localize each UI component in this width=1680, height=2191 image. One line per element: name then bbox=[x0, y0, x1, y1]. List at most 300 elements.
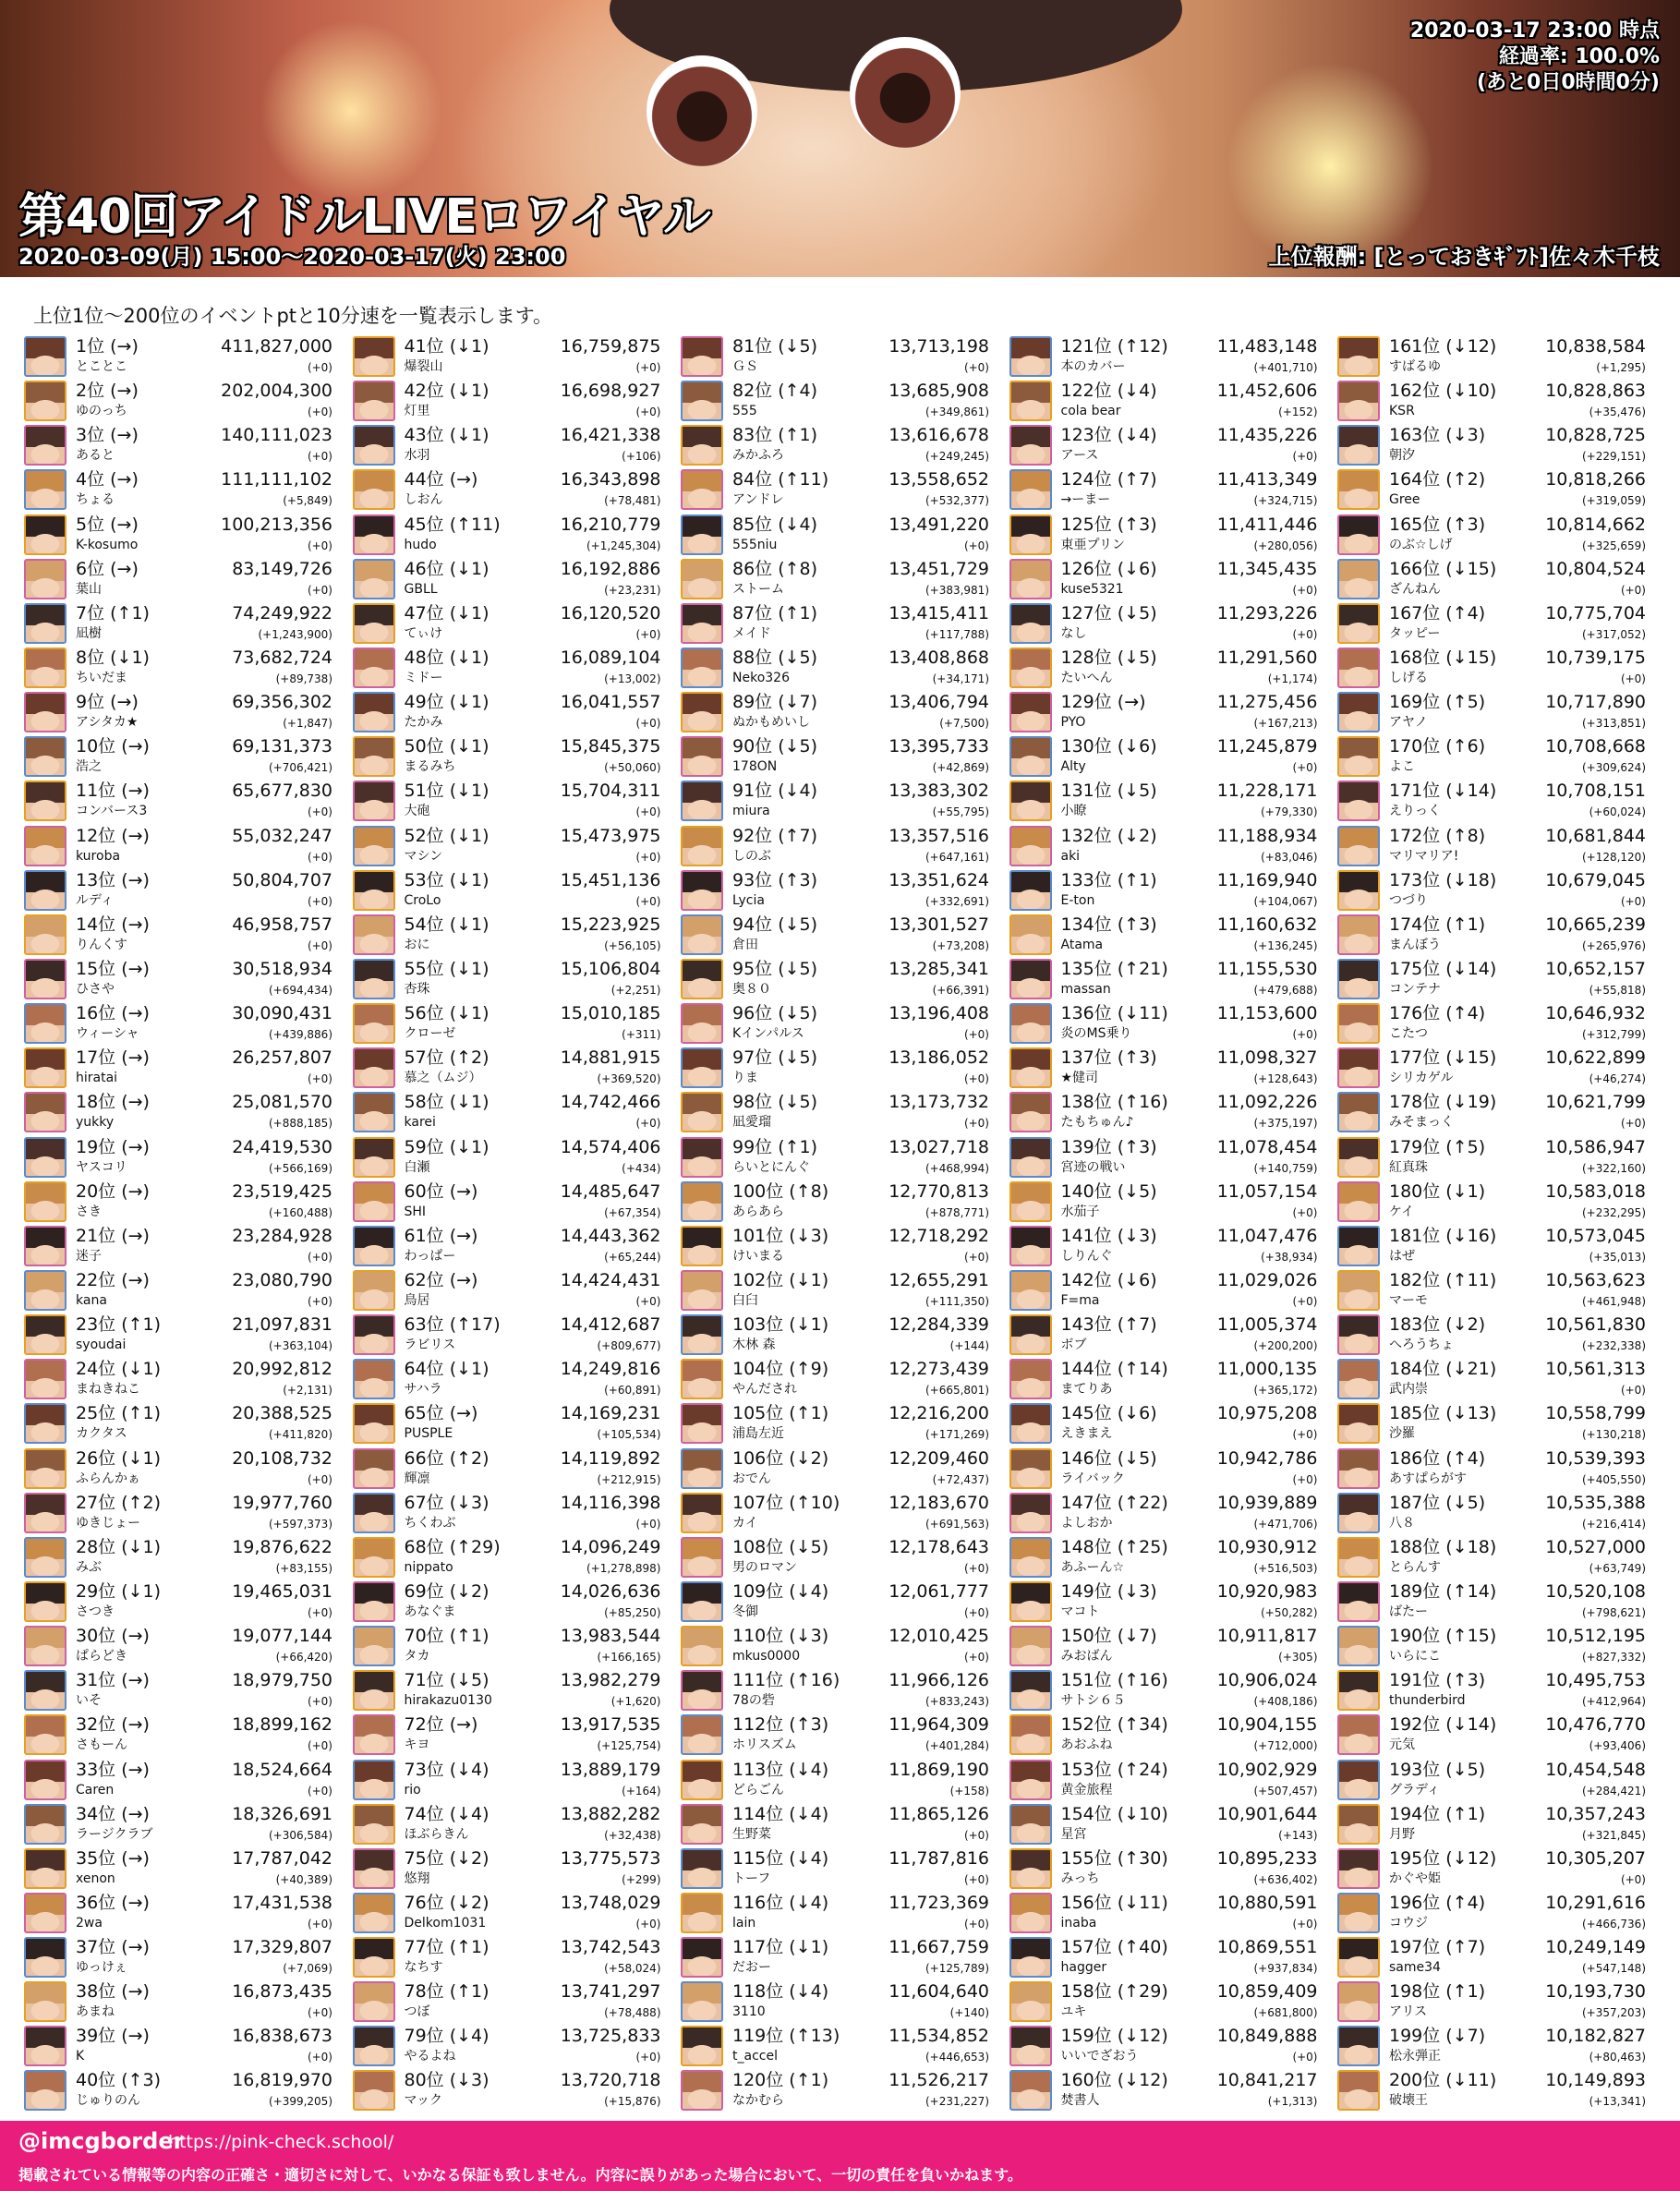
ranking-row bbox=[1337, 690, 1659, 734]
player-name: てぃけ bbox=[404, 625, 443, 641]
ranking-row bbox=[353, 913, 674, 957]
idol-avatar-icon bbox=[1337, 469, 1380, 510]
rank-label: 76位 (↓2) bbox=[404, 1892, 489, 1913]
rank-label: 98位 (↓5) bbox=[732, 1092, 818, 1113]
player-name: 78の砦 bbox=[732, 1693, 775, 1709]
ten-minute-speed: (+1,620) bbox=[610, 1695, 661, 1709]
idol-avatar-icon bbox=[353, 648, 395, 688]
ten-minute-speed: (+1,313) bbox=[1267, 2095, 1318, 2109]
rank-label: 139位 (↑3) bbox=[1060, 1136, 1157, 1157]
ten-minute-speed: (+0) bbox=[1292, 1205, 1318, 1219]
idol-avatar-icon bbox=[681, 1848, 723, 1889]
player-name: つぼ bbox=[404, 2004, 430, 2020]
ranking-row bbox=[353, 2024, 674, 2068]
event-points: 13,351,624 bbox=[888, 869, 989, 890]
idol-avatar-icon bbox=[24, 1047, 66, 1088]
event-points: 10,586,947 bbox=[1545, 1136, 1646, 1157]
player-name: カイ bbox=[732, 1515, 758, 1531]
rank-label: 138位 (↑16) bbox=[1060, 1092, 1168, 1113]
rank-label: 47位 (↓1) bbox=[404, 602, 489, 623]
rank-label: 165位 (↑3) bbox=[1389, 514, 1486, 535]
idol-avatar-icon bbox=[1009, 1403, 1052, 1444]
idol-avatar-icon bbox=[1337, 870, 1380, 911]
ten-minute-speed: (+65,244) bbox=[604, 1250, 661, 1264]
ten-minute-speed: (+0) bbox=[1620, 1872, 1646, 1886]
event-points: 11,964,309 bbox=[888, 1714, 989, 1736]
rank-label: 114位 (↓4) bbox=[732, 1803, 829, 1824]
player-name: アシタカ★ bbox=[76, 715, 139, 731]
player-name: kana bbox=[76, 1292, 107, 1308]
event-points: 11,293,226 bbox=[1216, 602, 1318, 623]
idol-avatar-icon bbox=[1337, 1626, 1380, 1666]
event-points: 10,904,155 bbox=[1216, 1714, 1318, 1736]
event-points: 11,057,154 bbox=[1216, 1180, 1318, 1202]
ten-minute-speed: (+0) bbox=[635, 1917, 661, 1931]
ten-minute-speed: (+117,788) bbox=[925, 627, 989, 641]
ranking-row bbox=[1337, 1802, 1659, 1846]
player-name: らいとにんぐ bbox=[732, 1159, 810, 1175]
ranking-row bbox=[24, 1979, 345, 2024]
ranking-row bbox=[1009, 423, 1331, 467]
idol-avatar-icon bbox=[681, 381, 723, 421]
ranking-row bbox=[1009, 1668, 1331, 1713]
rank-label: 64位 (↓1) bbox=[404, 1359, 489, 1380]
ten-minute-speed: (+79,330) bbox=[1261, 805, 1318, 819]
ten-minute-speed: (+0) bbox=[307, 406, 332, 419]
idol-avatar-icon bbox=[1009, 781, 1052, 821]
rank-label: 9位 (→) bbox=[76, 692, 139, 713]
player-name: タカ bbox=[404, 1649, 430, 1664]
ten-minute-speed: (+50,060) bbox=[604, 761, 661, 775]
ten-minute-speed: (+15,876) bbox=[604, 2095, 661, 2109]
rank-label: 154位 (↓10) bbox=[1060, 1803, 1168, 1824]
player-name: 武内崇 bbox=[1389, 1382, 1428, 1398]
player-name: しげる bbox=[1389, 670, 1428, 685]
ranking-row bbox=[1337, 1580, 1659, 1624]
ten-minute-speed: (+152) bbox=[1278, 406, 1318, 419]
ranking-row bbox=[681, 423, 1002, 467]
event-points: 15,845,375 bbox=[560, 736, 661, 757]
idol-avatar-icon bbox=[24, 1626, 66, 1666]
ranking-row bbox=[1009, 334, 1331, 379]
ten-minute-speed: (+0) bbox=[963, 1117, 989, 1131]
rank-label: 59位 (↓1) bbox=[404, 1136, 489, 1157]
ranking-row bbox=[1337, 334, 1659, 379]
idol-avatar-icon bbox=[1337, 1270, 1380, 1311]
player-name: ウィーシャ bbox=[76, 1026, 139, 1042]
ranking-row bbox=[681, 1535, 1002, 1580]
event-points: 11,078,454 bbox=[1216, 1136, 1318, 1157]
player-name: よこ bbox=[1389, 759, 1415, 775]
player-name: なかむら bbox=[732, 2093, 784, 2109]
ranking-row bbox=[24, 1180, 345, 1224]
player-name: マシン bbox=[404, 848, 443, 864]
event-points: 18,524,664 bbox=[232, 1759, 332, 1780]
ten-minute-speed: (+35,013) bbox=[1589, 1250, 1646, 1264]
player-name: 浦島左近 bbox=[732, 1426, 784, 1442]
rank-label: 121位 (↑12) bbox=[1060, 336, 1168, 357]
ranking-row bbox=[24, 1802, 345, 1846]
event-points: 11,047,476 bbox=[1216, 1225, 1318, 1246]
rank-label: 96位 (↓5) bbox=[732, 1003, 818, 1024]
player-name: 宮迹の戦い bbox=[1060, 1159, 1126, 1175]
event-points: 15,010,185 bbox=[560, 1003, 661, 1024]
event-points: 10,583,018 bbox=[1545, 1180, 1646, 1202]
player-name: Alty bbox=[1060, 759, 1086, 775]
rank-label: 46位 (↓1) bbox=[404, 558, 489, 579]
ten-minute-speed: (+34,171) bbox=[932, 672, 989, 685]
player-name: あまね bbox=[76, 2004, 115, 2020]
event-points: 13,558,652 bbox=[888, 469, 989, 490]
player-name: CroLo bbox=[404, 892, 441, 908]
event-points: 14,096,249 bbox=[560, 1536, 661, 1557]
ranking-row bbox=[1337, 1624, 1659, 1668]
ranking-row bbox=[24, 868, 345, 913]
idol-avatar-icon bbox=[24, 1937, 66, 1978]
idol-avatar-icon bbox=[353, 870, 395, 911]
event-points: 11,029,026 bbox=[1216, 1269, 1318, 1290]
player-name: あると bbox=[76, 448, 115, 464]
player-name: KSR bbox=[1389, 404, 1415, 419]
ranking-row bbox=[681, 1979, 1002, 2024]
ranking-row bbox=[353, 1401, 674, 1446]
ten-minute-speed: (+35,476) bbox=[1589, 406, 1646, 419]
rank-label: 21位 (→) bbox=[76, 1225, 150, 1246]
rank-label: 187位 (↓5) bbox=[1389, 1492, 1486, 1513]
rank-label: 147位 (↑22) bbox=[1060, 1492, 1168, 1513]
idol-avatar-icon bbox=[1009, 1893, 1052, 1933]
ranking-row bbox=[1337, 1491, 1659, 1535]
event-points: 10,357,243 bbox=[1545, 1803, 1646, 1824]
event-points: 10,249,149 bbox=[1545, 1937, 1646, 1958]
rank-label: 175位 (↓14) bbox=[1389, 958, 1497, 979]
event-points: 10,828,863 bbox=[1545, 381, 1646, 402]
ten-minute-speed: (+712,000) bbox=[1253, 1739, 1318, 1753]
ten-minute-speed: (+0) bbox=[963, 1561, 989, 1575]
event-points: 11,483,148 bbox=[1216, 336, 1318, 357]
player-name: ぱらどき bbox=[76, 1649, 127, 1664]
event-points: 69,131,373 bbox=[232, 736, 332, 757]
ten-minute-speed: (+299) bbox=[622, 1872, 661, 1886]
rank-label: 122位 (↓4) bbox=[1060, 381, 1157, 402]
event-points: 11,534,852 bbox=[888, 2026, 989, 2047]
ten-minute-speed: (+5,849) bbox=[283, 494, 332, 508]
ranking-row bbox=[353, 1624, 674, 1668]
ten-minute-speed: (+164) bbox=[622, 1784, 661, 1798]
ranking-row bbox=[1337, 601, 1659, 646]
event-points: 50,804,707 bbox=[232, 869, 332, 890]
ranking-grid bbox=[24, 334, 1659, 2113]
event-points: 12,718,292 bbox=[888, 1225, 989, 1246]
ten-minute-speed: (+125,754) bbox=[597, 1739, 661, 1753]
player-name: シリカゲル bbox=[1389, 1071, 1454, 1086]
ranking-row bbox=[1009, 601, 1331, 646]
ranking-row bbox=[1337, 1891, 1659, 1935]
rank-label: 197位 (↑7) bbox=[1389, 1937, 1486, 1958]
ranking-row bbox=[1337, 1180, 1659, 1224]
ranking-row bbox=[1337, 824, 1659, 868]
idol-avatar-icon bbox=[681, 1047, 723, 1088]
event-points: 13,713,198 bbox=[888, 336, 989, 357]
event-points: 14,443,362 bbox=[560, 1225, 661, 1246]
ranking-row bbox=[353, 1313, 674, 1357]
rank-label: 118位 (↓4) bbox=[732, 1981, 829, 2003]
rank-label: 52位 (↓1) bbox=[404, 825, 489, 846]
event-points: 10,652,157 bbox=[1545, 958, 1646, 979]
event-points: 10,859,409 bbox=[1216, 1981, 1318, 2003]
ten-minute-speed: (+83,046) bbox=[1261, 850, 1318, 864]
event-points: 10,454,548 bbox=[1545, 1759, 1646, 1780]
player-name: タッピー bbox=[1389, 625, 1441, 641]
event-points: 10,975,208 bbox=[1216, 1403, 1318, 1424]
idol-avatar-icon bbox=[24, 1804, 66, 1845]
rank-label: 129位 (→) bbox=[1060, 692, 1146, 713]
idol-avatar-icon bbox=[1337, 914, 1380, 955]
idol-avatar-icon bbox=[1337, 559, 1380, 599]
rank-label: 109位 (↓4) bbox=[732, 1580, 829, 1602]
ten-minute-speed: (+216,414) bbox=[1581, 1517, 1646, 1531]
ten-minute-speed: (+665,801) bbox=[925, 1384, 989, 1398]
ten-minute-speed: (+0) bbox=[1292, 1917, 1318, 1931]
ten-minute-speed: (+0) bbox=[307, 583, 332, 597]
ten-minute-speed: (+78,488) bbox=[604, 2006, 661, 2020]
ten-minute-speed: (+0) bbox=[635, 1117, 661, 1131]
footer bbox=[0, 2121, 1680, 2191]
event-points: 10,539,393 bbox=[1545, 1447, 1646, 1469]
ranking-row bbox=[353, 1224, 674, 1268]
rank-label: 180位 (↓1) bbox=[1389, 1180, 1486, 1202]
idol-avatar-icon bbox=[681, 425, 723, 466]
player-name: あなぐま bbox=[404, 1604, 456, 1619]
rank-label: 140位 (↓5) bbox=[1060, 1180, 1157, 1202]
player-name: ゆのっち bbox=[76, 404, 127, 419]
event-points: 10,621,799 bbox=[1545, 1092, 1646, 1113]
idol-avatar-icon bbox=[24, 1581, 66, 1622]
ranking-row bbox=[24, 1447, 345, 1491]
ranking-row bbox=[353, 1090, 674, 1134]
ten-minute-speed: (+2,251) bbox=[610, 983, 661, 997]
ten-minute-speed: (+706,421) bbox=[268, 761, 332, 775]
ranking-row bbox=[1337, 1846, 1659, 1891]
idol-avatar-icon bbox=[353, 2026, 395, 2066]
event-points: 12,183,670 bbox=[888, 1492, 989, 1513]
player-name: 迷子 bbox=[76, 1248, 102, 1264]
ten-minute-speed: (+128,120) bbox=[1581, 850, 1646, 864]
ranking-row bbox=[681, 1713, 1002, 1757]
player-name: トーフ bbox=[732, 1870, 771, 1886]
idol-avatar-icon bbox=[353, 1626, 395, 1666]
ranking-row bbox=[1337, 957, 1659, 1001]
idol-avatar-icon bbox=[1009, 1226, 1052, 1266]
idol-avatar-icon bbox=[1337, 1760, 1380, 1800]
ten-minute-speed: (+144) bbox=[949, 1339, 989, 1353]
ten-minute-speed: (+0) bbox=[1292, 627, 1318, 641]
event-points: 111,111,102 bbox=[221, 469, 332, 490]
ten-minute-speed: (+446,653) bbox=[925, 2051, 989, 2064]
ranking-row bbox=[1009, 1580, 1331, 1624]
idol-avatar-icon bbox=[353, 1047, 395, 1088]
player-name: lain bbox=[732, 1915, 756, 1931]
idol-avatar-icon bbox=[681, 1359, 723, 1399]
ten-minute-speed: (+827,332) bbox=[1581, 1651, 1646, 1664]
rank-label: 6位 (→) bbox=[76, 558, 139, 579]
ranking-row bbox=[24, 601, 345, 646]
ranking-column bbox=[681, 334, 1002, 2113]
ranking-row bbox=[681, 1401, 1002, 1446]
ranking-row bbox=[1009, 646, 1331, 690]
rank-label: 112位 (↑3) bbox=[732, 1714, 829, 1736]
rank-label: 177位 (↓15) bbox=[1389, 1047, 1497, 1069]
ten-minute-speed: (+7,500) bbox=[939, 717, 989, 731]
ten-minute-speed: (+104,067) bbox=[1253, 894, 1318, 908]
event-points: 19,876,622 bbox=[232, 1536, 332, 1557]
rank-label: 16位 (→) bbox=[76, 1003, 150, 1024]
rank-label: 95位 (↓5) bbox=[732, 958, 818, 979]
ten-minute-speed: (+0) bbox=[963, 1828, 989, 1842]
event-points: 16,041,557 bbox=[560, 692, 661, 713]
player-name: Neko326 bbox=[732, 670, 790, 685]
event-points: 13,196,408 bbox=[888, 1003, 989, 1024]
rank-label: 167位 (↑4) bbox=[1389, 602, 1486, 623]
rank-label: 162位 (↓10) bbox=[1389, 381, 1497, 402]
ten-minute-speed: (+324,715) bbox=[1253, 494, 1318, 508]
event-points: 13,357,516 bbox=[888, 825, 989, 846]
ranking-row bbox=[1009, 1090, 1331, 1134]
player-name: mkus0000 bbox=[732, 1649, 801, 1664]
idol-avatar-icon bbox=[1009, 1981, 1052, 2022]
rank-label: 12位 (→) bbox=[76, 825, 150, 846]
ten-minute-speed: (+319,059) bbox=[1581, 494, 1646, 508]
site-url[interactable]: https://pink-check.school/ bbox=[168, 2132, 394, 2152]
player-name: 水茄子 bbox=[1060, 1204, 1100, 1219]
ranking-row bbox=[1337, 1313, 1659, 1357]
event-points: 26,257,807 bbox=[232, 1047, 332, 1069]
rank-label: 62位 (→) bbox=[404, 1269, 478, 1290]
ranking-row bbox=[1337, 1935, 1659, 1979]
twitter-handle[interactable]: @imcgborder bbox=[18, 2128, 185, 2154]
idol-avatar-icon bbox=[681, 870, 723, 911]
player-name: 東亜プリン bbox=[1060, 537, 1125, 552]
ten-minute-speed: (+566,169) bbox=[268, 1161, 332, 1175]
ranking-row bbox=[681, 1046, 1002, 1090]
rank-label: 36位 (→) bbox=[76, 1892, 150, 1913]
ranking-row bbox=[24, 1401, 345, 1446]
player-name: おに bbox=[404, 937, 430, 952]
ten-minute-speed: (+265,976) bbox=[1581, 938, 1646, 952]
idol-avatar-icon bbox=[1337, 336, 1380, 377]
idol-avatar-icon bbox=[1009, 1848, 1052, 1889]
ten-minute-speed: (+0) bbox=[307, 1739, 332, 1753]
ranking-row bbox=[24, 734, 345, 779]
ten-minute-speed: (+232,338) bbox=[1581, 1339, 1646, 1353]
ranking-column bbox=[353, 334, 674, 2113]
rank-label: 149位 (↓3) bbox=[1060, 1580, 1157, 1602]
ten-minute-speed: (+401,284) bbox=[925, 1739, 989, 1753]
ten-minute-speed: (+405,550) bbox=[1581, 1472, 1646, 1486]
timestamp: 2020-03-17 23:00 時点 bbox=[1409, 19, 1660, 42]
rank-label: 87位 (↑1) bbox=[732, 602, 818, 623]
rank-label: 170位 (↑6) bbox=[1389, 736, 1486, 757]
player-name: なちす bbox=[404, 1960, 443, 1976]
idol-avatar-icon bbox=[681, 692, 723, 732]
player-name: 男のロマン bbox=[732, 1559, 797, 1575]
ranking-row bbox=[1009, 1491, 1331, 1535]
ranking-row bbox=[1009, 2068, 1331, 2112]
ten-minute-speed: (+0) bbox=[635, 850, 661, 864]
player-name: t_accel bbox=[732, 2049, 778, 2064]
ten-minute-speed: (+0) bbox=[1292, 2051, 1318, 2064]
ranking-row bbox=[681, 1758, 1002, 1802]
ranking-row bbox=[1337, 1713, 1659, 1757]
ranking-row bbox=[681, 779, 1002, 823]
rank-label: 37位 (→) bbox=[76, 1937, 150, 1958]
ranking-row bbox=[1009, 1357, 1331, 1401]
ten-minute-speed: (+0) bbox=[963, 1917, 989, 1931]
rank-label: 7位 (↑1) bbox=[76, 602, 150, 623]
player-name: 178ON bbox=[732, 759, 778, 775]
ten-minute-speed: (+332,691) bbox=[925, 894, 989, 908]
ranking-row bbox=[681, 1090, 1002, 1134]
event-points: 17,329,807 bbox=[232, 1937, 332, 1958]
timestamp-block bbox=[1410, 18, 1660, 96]
idol-avatar-icon bbox=[681, 1714, 723, 1755]
event-points: 13,415,411 bbox=[888, 602, 989, 623]
event-points: 11,435,226 bbox=[1216, 425, 1318, 446]
ten-minute-speed: (+0) bbox=[1620, 1384, 1646, 1398]
idol-avatar-icon bbox=[1337, 1893, 1380, 1933]
idol-avatar-icon bbox=[353, 1760, 395, 1800]
event-points: 13,720,718 bbox=[560, 2070, 661, 2091]
description: 上位1位～200位のイベントptと10分速を一覧表示します。 bbox=[33, 305, 553, 327]
ranking-row bbox=[24, 1001, 345, 1046]
ten-minute-speed: (+311) bbox=[622, 1028, 661, 1042]
ten-minute-speed: (+479,688) bbox=[1253, 983, 1318, 997]
rank-label: 173位 (↓18) bbox=[1389, 869, 1497, 890]
ranking-row bbox=[681, 1935, 1002, 1979]
ranking-row bbox=[1337, 1357, 1659, 1401]
event-points: 13,889,179 bbox=[560, 1759, 661, 1780]
ranking-row bbox=[24, 1624, 345, 1668]
ten-minute-speed: (+125,789) bbox=[925, 1962, 989, 1976]
ranking-row bbox=[1337, 1268, 1659, 1313]
ten-minute-speed: (+0) bbox=[963, 1605, 989, 1619]
event-points: 21,097,831 bbox=[232, 1314, 332, 1336]
idol-avatar-icon bbox=[353, 603, 395, 644]
player-name: cola bear bbox=[1060, 404, 1121, 419]
player-name: クローゼ bbox=[404, 1026, 456, 1042]
player-name: thunderbird bbox=[1389, 1693, 1466, 1709]
idol-avatar-icon bbox=[1009, 514, 1052, 555]
ranking-row bbox=[681, 1624, 1002, 1668]
event-points: 16,089,104 bbox=[560, 647, 661, 668]
event-points: 14,119,892 bbox=[560, 1447, 661, 1469]
event-points: 10,902,929 bbox=[1216, 1759, 1318, 1780]
idol-avatar-icon bbox=[1337, 1403, 1380, 1444]
rank-label: 86位 (↑8) bbox=[732, 558, 818, 579]
banner-character-art bbox=[647, 55, 757, 166]
ten-minute-speed: (+0) bbox=[1292, 1028, 1318, 1042]
event-points: 10,527,000 bbox=[1545, 1536, 1646, 1557]
idol-avatar-icon bbox=[681, 1314, 723, 1355]
rank-label: 115位 (↓4) bbox=[732, 1847, 829, 1869]
ranking-column bbox=[1337, 334, 1659, 2113]
event-points: 11,345,435 bbox=[1216, 558, 1318, 579]
idol-avatar-icon bbox=[1337, 648, 1380, 688]
idol-avatar-icon bbox=[353, 469, 395, 510]
event-points: 19,977,760 bbox=[232, 1492, 332, 1513]
event-points: 11,228,171 bbox=[1216, 781, 1318, 802]
rank-label: 35位 (→) bbox=[76, 1847, 150, 1869]
